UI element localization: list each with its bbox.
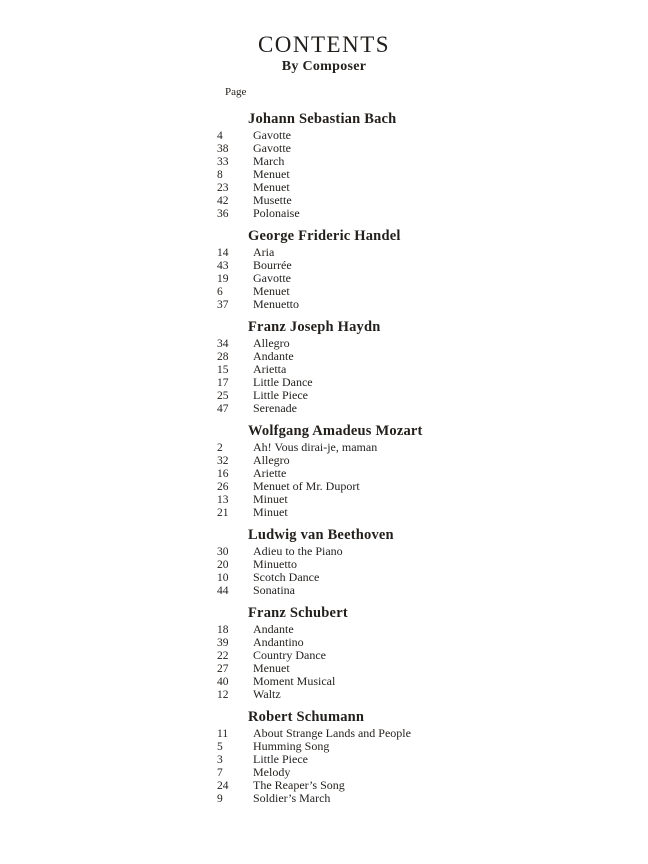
entry-title: Menuet [253, 284, 290, 298]
entry-title: Menuet of Mr. Duport [253, 479, 360, 493]
entry-title: Minuet [253, 505, 288, 519]
entry-page-number: 22 [217, 650, 229, 662]
entry-title: Melody [253, 765, 291, 779]
entry-page-number: 32 [217, 455, 229, 467]
entry-title: Menuetto [253, 297, 299, 311]
entry-page-number: 10 [217, 572, 229, 584]
composer-section [217, 228, 618, 311]
entry-page-number: 34 [217, 338, 229, 350]
entry-title: Ah! Vous dirai-je, maman [253, 440, 378, 454]
toc-entry [217, 298, 618, 311]
entry-title: Menuet [253, 167, 290, 181]
entry-page-number: 20 [217, 559, 229, 571]
entry-title: Andante [253, 622, 294, 636]
entry-title: Menuet [253, 180, 290, 194]
entry-page-number: 38 [217, 143, 229, 155]
entry-title: Gavotte [253, 271, 291, 285]
entry-title: Gavotte [253, 128, 291, 142]
composer-heading: Franz Schubert [248, 605, 348, 621]
entry-title: Allegro [253, 453, 290, 467]
entry-title: Scotch Dance [253, 570, 320, 584]
page-column-label: Page [225, 86, 247, 98]
entry-page-number: 21 [217, 507, 229, 519]
entry-title: Ariette [253, 466, 287, 480]
toc-entry [217, 207, 618, 220]
entry-title: Bourrée [253, 258, 292, 272]
entry-title: Sonatina [253, 583, 295, 597]
entry-page-number: 30 [217, 546, 229, 558]
entry-title: March [253, 154, 285, 168]
composer-section [217, 605, 618, 701]
entry-page-number: 3 [217, 754, 223, 766]
composer-section [217, 111, 618, 220]
entry-page-number: 25 [217, 390, 229, 402]
entry-title: Aria [253, 245, 275, 259]
entry-page-number: 18 [217, 624, 229, 636]
toc-entry [217, 584, 618, 597]
entry-page-number: 8 [217, 169, 223, 181]
entry-title: Arietta [253, 362, 287, 376]
composer-section [217, 423, 618, 519]
entry-title: Gavotte [253, 141, 291, 155]
composer-section [217, 319, 618, 415]
entry-title: Humming Song [253, 739, 330, 753]
entry-page-number: 19 [217, 273, 229, 285]
entry-page-number: 6 [217, 286, 223, 298]
entry-title: Adieu to the Piano [253, 544, 343, 558]
entry-page-number: 44 [217, 585, 229, 597]
entry-page-number: 36 [217, 208, 229, 220]
entry-page-number: 40 [217, 676, 229, 688]
entry-title: About Strange Lands and People [253, 726, 411, 740]
toc-entry [217, 402, 618, 415]
page-title: CONTENTS [257, 32, 391, 57]
entry-title: Serenade [253, 401, 297, 415]
entry-page-number: 37 [217, 299, 229, 311]
entry-title: Minuetto [253, 557, 297, 571]
page-subtitle: By Composer [281, 59, 367, 74]
entry-page-number: 17 [217, 377, 229, 389]
composer-heading: Robert Schumann [248, 709, 365, 725]
entry-page-number: 28 [217, 351, 229, 363]
entry-page-number: 47 [217, 403, 229, 415]
composer-heading: Johann Sebastian Bach [248, 111, 397, 127]
composer-section [217, 527, 618, 597]
entry-page-number: 27 [217, 663, 229, 675]
entry-page-number: 23 [217, 182, 229, 194]
composer-heading: Wolfgang Amadeus Mozart [248, 423, 423, 439]
composer-heading: George Frideric Handel [248, 228, 401, 244]
entry-title: Moment Musical [253, 674, 336, 688]
toc-entry [217, 792, 618, 805]
entry-title: Menuet [253, 661, 290, 675]
entry-title: Andante [253, 349, 294, 363]
entry-title: Waltz [253, 687, 281, 701]
entry-title: Little Dance [253, 375, 313, 389]
entry-page-number: 16 [217, 468, 229, 480]
entry-page-number: 43 [217, 260, 229, 272]
entry-page-number: 9 [217, 793, 223, 805]
toc-entry [217, 506, 618, 519]
entry-title: Andantino [253, 635, 304, 649]
entry-title: Allegro [253, 336, 290, 350]
entry-page-number: 13 [217, 494, 229, 506]
entry-page-number: 12 [217, 689, 229, 701]
entry-title: Polonaise [253, 206, 300, 220]
entry-page-number: 39 [217, 637, 229, 649]
entry-page-number: 24 [217, 780, 229, 792]
entry-title: The Reaper’s Song [253, 778, 345, 792]
entry-page-number: 33 [217, 156, 229, 168]
toc [217, 111, 618, 813]
composer-heading: Franz Joseph Haydn [248, 319, 381, 335]
entry-page-number: 14 [217, 247, 229, 259]
composer-section [217, 709, 618, 805]
entry-page-number: 15 [217, 364, 229, 376]
entry-page-number: 4 [217, 130, 223, 142]
entry-page-number: 2 [217, 442, 223, 454]
entry-page-number: 5 [217, 741, 223, 753]
entry-page-number: 26 [217, 481, 229, 493]
entry-page-number: 11 [217, 728, 229, 740]
entry-title: Minuet [253, 492, 288, 506]
toc-entry [217, 688, 618, 701]
entry-page-number: 42 [217, 195, 229, 207]
entry-title: Musette [253, 193, 292, 207]
entry-title: Soldier’s March [253, 791, 331, 805]
entry-title: Country Dance [253, 648, 326, 662]
entry-title: Little Piece [253, 752, 308, 766]
entry-page-number: 7 [217, 767, 223, 779]
composer-heading: Ludwig van Beethoven [248, 527, 394, 543]
entry-title: Little Piece [253, 388, 308, 402]
